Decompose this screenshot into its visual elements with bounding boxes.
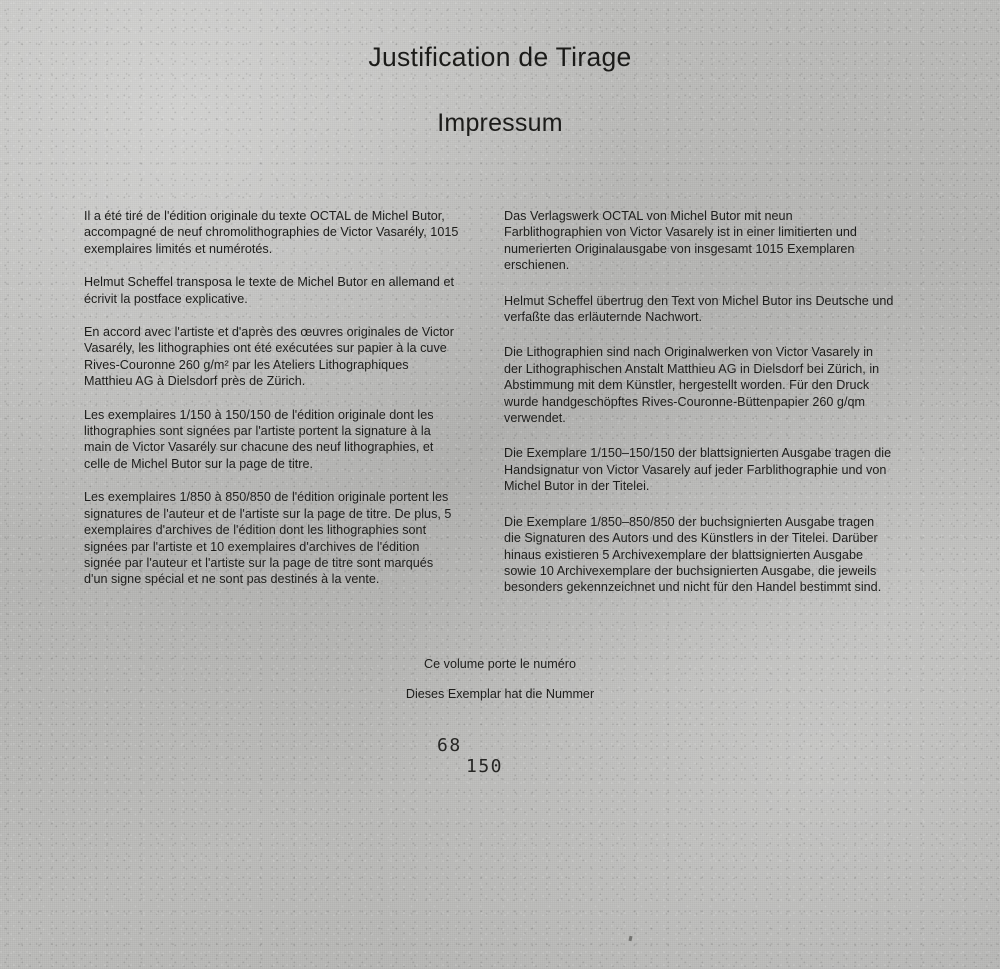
german-paragraph-5: Die Exemplare 1/850–850/850 der buchsignierten Ausgabe tragen die Signaturen des Autors und des Künstlers in der Titelei. Darüber hinaus existieren 5 Archivexemplare der blattsignierten Ausgabe sowie 10 Archivexemplare der buchsignierten Ausgabe, die jeweils besonders gekennzeichnet und nicht für den Handel bestimmt sind.: [504, 514, 882, 595]
french-paragraph-3: En accord avec l'artiste et d'après des œuvres originales de Victor Vasarély, les lithographies ont été exécutées sur papier à la cuve Rives-Couronne 260 g/m² par les Ateliers Lithographiques Matthieu AG à Dielsdorf près de Zürich.: [84, 325, 454, 389]
french-paragraph-4: Les exemplaires 1/150 à 150/150 de l'édition originale dont les lithographies sont signées par l'artiste portent la signature à la main de Victor Vasarély sur chacune des neuf lithographies, et celle de Michel Butor sur la page de titre.: [84, 407, 434, 471]
footer-line-french: Ce volume porte le numéro: [424, 657, 576, 671]
german-paragraph-4: Die Exemplare 1/150–150/150 der blattsignierten Ausgabe tragen die Handsignatur von Victor Vasarely auf jeder Farblithographie und von Michel Butor in der Titelei.: [504, 446, 892, 494]
german-paragraph-1: Das Verlagswerk OCTAL von Michel Butor mit neun Farblithographien von Victor Vasarely ist in einer limitierten und numerierten Originalausgabe von insgesamt 1015 Exemplaren erschienen.: [504, 209, 857, 273]
german-paragraph-3: Die Lithographien sind nach Originalwerken von Victor Vasarely in der Lithographischen Anstalt Matthieu AG in Dielsdorf bei Zürich, in Abstimmung mit dem Künstler, hergestellt worden. Für den Druck wurde handgeschöpftes Rives-Couronne-Büttenpapier 260 g/qm verwendet.: [504, 345, 880, 426]
french-column: [84, 208, 459, 605]
german-column: [504, 208, 894, 615]
page-title-german: Impressum: [437, 109, 563, 137]
french-paragraph-1: Il a été tiré de l'édition originale du texte OCTAL de Michel Butor, accompagné de neuf chromolithographies de Victor Vasarély, 1015 exemplaires limités et numérotés.: [84, 209, 459, 256]
french-paragraph-5: Les exemplaires 1/850 à 850/850 de l'édition originale portent les signatures de l'auteur et de l'artiste sur la page de titre. De plus, 5 exemplaires d'archives de l'édition dont les lithographies sont signées par l'artiste et 10 exemplaires d'archives de l'édition signée par l'auteur et l'artiste sur la page de titre sont marqués d'un signe spécial et ne sont pas destinés à la vente.: [84, 490, 452, 587]
copy-number-block: [0, 735, 1000, 795]
title-block: [0, 42, 1000, 138]
text-columns: [0, 208, 1000, 608]
german-paragraph-2: Helmut Scheffel übertrug den Text von Michel Butor ins Deutsche und verfaßte das erläuternde Nachwort.: [504, 293, 894, 325]
edition-total-number: 150: [466, 756, 504, 777]
paper-speck: [629, 936, 633, 942]
copy-number: 68: [437, 735, 462, 756]
page-title-french: Justification de Tirage: [368, 42, 632, 72]
footer-line-german: Dieses Exemplar hat die Nummer: [405, 687, 595, 701]
french-paragraph-2: Helmut Scheffel transposa le texte de Michel Butor en allemand et écrivit la postface explicative.: [84, 275, 454, 306]
